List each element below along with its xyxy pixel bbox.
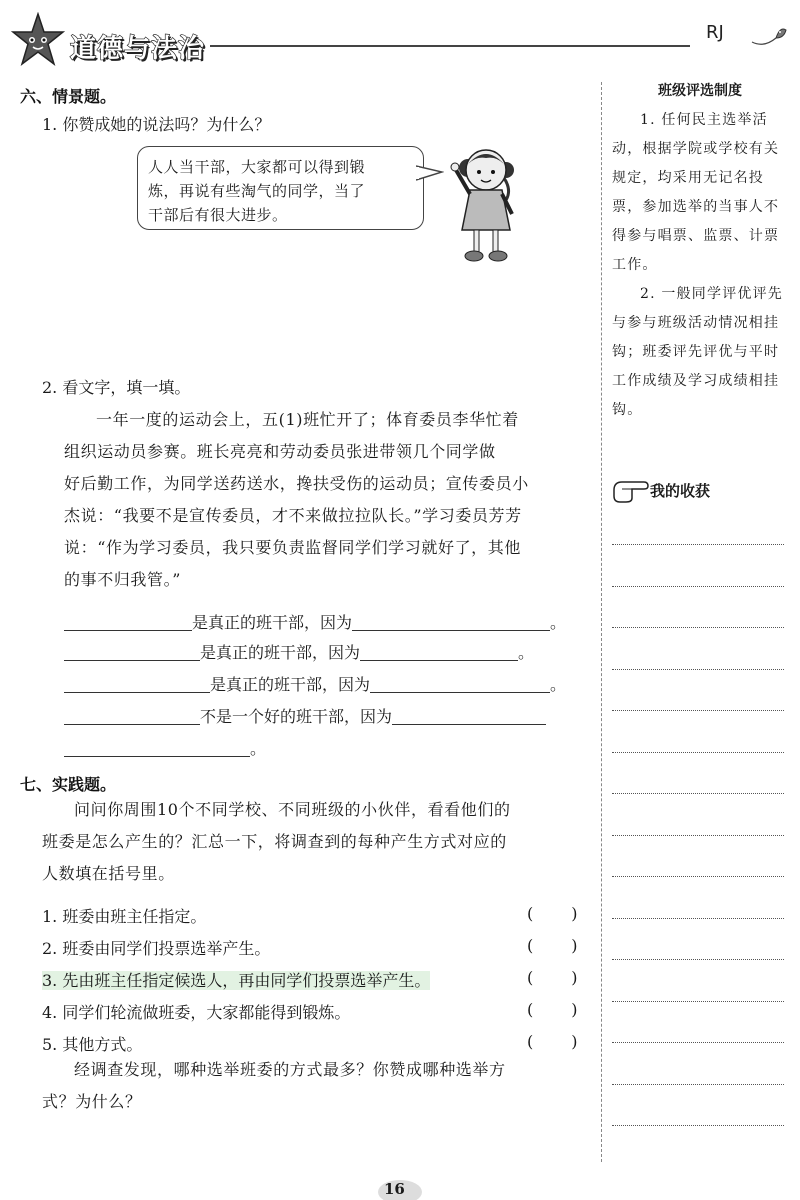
count-parentheses[interactable]: () bbox=[527, 968, 616, 987]
count-parentheses[interactable]: () bbox=[527, 1000, 616, 1019]
page-number: 16 bbox=[384, 1180, 405, 1198]
note-line[interactable] bbox=[612, 959, 784, 960]
passage-line: 好后勤工作，为同学送药送水，搀扶受伤的运动员；宣传委员小 bbox=[64, 474, 529, 493]
question-line: 经调查发现，哪种选举班委的方式最多？你赞成哪种选举方 bbox=[74, 1060, 506, 1079]
fill-in-row: 是真正的班干部，因为 。 bbox=[64, 674, 566, 693]
gains-title: 我的收获 bbox=[650, 482, 711, 500]
sidebar-paragraph: 1. 任何民主选举活动，根据学院或学校有关规定，均采用无记名投票，参加选举的当事人不得参与唱票、监票、计票工作。 bbox=[612, 112, 780, 273]
question-2-prompt: 2. 看文字，填一填。 bbox=[42, 378, 191, 397]
note-line[interactable] bbox=[612, 1125, 784, 1126]
sidebar-paragraph: 2. 一般同学评优评先与参与班级活动情况相挂钩；班委评先评优与平时工作成绩及学习成绩相挂钩。 bbox=[612, 286, 784, 418]
note-line[interactable] bbox=[612, 627, 784, 628]
count-parentheses[interactable]: () bbox=[527, 1032, 616, 1051]
question-1-prompt: 1. 你赞成她的说法吗？为什么？ bbox=[42, 115, 271, 134]
note-line[interactable] bbox=[612, 586, 784, 587]
speech-bubble bbox=[137, 146, 424, 230]
bubble-line: 人人当干部，大家都可以得到锻 bbox=[148, 158, 366, 176]
survey-option: 4. 同学们轮流做班委，大家都能得到锻炼。 () bbox=[42, 1000, 616, 1022]
edition-label: RJ bbox=[706, 22, 724, 43]
bubble-line: 干部后有很大进步。 bbox=[148, 206, 288, 224]
fill-in-row: 是真正的班干部，因为 。 bbox=[64, 642, 534, 661]
passage-line: 杰说：“我要不是宣传委员，才不来做拉拉队长。”学习委员芳芳 bbox=[64, 506, 522, 525]
answer-blank[interactable] bbox=[64, 612, 192, 631]
count-parentheses[interactable]: () bbox=[527, 904, 616, 923]
passage-line: 一年一度的运动会上，五(1)班忙开了；体育委员李华忙着 bbox=[96, 410, 519, 429]
fill-in-row: 不是一个好的班干部，因为 bbox=[64, 706, 546, 725]
survey-option: 2. 班委由同学们投票选举产生。 () bbox=[42, 936, 616, 958]
section-7-question bbox=[42, 1054, 592, 1118]
answer-blank[interactable] bbox=[64, 642, 200, 661]
header-rule bbox=[210, 45, 690, 47]
note-line[interactable] bbox=[612, 710, 784, 711]
answer-blank[interactable] bbox=[64, 674, 210, 693]
sidebar-title: 班级评选制度 bbox=[658, 83, 742, 99]
survey-option: 3. 先由班主任指定候选人，再由同学们投票选举产生。 () bbox=[42, 968, 616, 990]
intro-line: 班委是怎么产生的？汇总一下，将调查到的每种产生方式对应的 bbox=[42, 832, 507, 851]
bubble-line: 炼，再说有些淘气的同学，当了 bbox=[148, 182, 366, 200]
section-6-title: 六、情景题。 bbox=[20, 87, 117, 106]
note-line[interactable] bbox=[612, 544, 784, 545]
note-line[interactable] bbox=[612, 918, 784, 919]
count-parentheses[interactable]: () bbox=[527, 936, 616, 955]
note-line[interactable] bbox=[612, 669, 784, 670]
passage-line: 说：“作为学习委员，我只要负责监督同学们学习就好了，其他 bbox=[64, 538, 521, 557]
note-line[interactable] bbox=[612, 1042, 784, 1043]
star-mascot-icon bbox=[10, 12, 66, 68]
survey-option: 5. 其他方式。 () bbox=[42, 1032, 616, 1054]
intro-line: 人数填在括号里。 bbox=[42, 864, 175, 883]
passage-line: 组织运动员参赛。班长亮亮和劳动委员张进带领几个同学做 bbox=[64, 442, 496, 461]
note-line[interactable] bbox=[612, 876, 784, 877]
page-header bbox=[0, 0, 800, 70]
passage bbox=[64, 404, 594, 596]
survey-option: 1. 班委由班主任指定。 () bbox=[42, 904, 616, 926]
leaf-ornament-icon bbox=[750, 22, 790, 52]
answer-blank[interactable] bbox=[352, 612, 550, 631]
answer-blank[interactable] bbox=[370, 674, 550, 693]
pointing-hand-icon bbox=[610, 476, 650, 504]
answer-blank[interactable] bbox=[64, 738, 250, 757]
note-line[interactable] bbox=[612, 1001, 784, 1002]
sidebar-body bbox=[612, 106, 792, 425]
fill-in-row: 是真正的班干部，因为 。 bbox=[64, 612, 566, 631]
note-line[interactable] bbox=[612, 1084, 784, 1085]
question-line: 式？为什么？ bbox=[42, 1092, 142, 1111]
note-line[interactable] bbox=[612, 793, 784, 794]
note-line[interactable] bbox=[612, 752, 784, 753]
section-7-title: 七、实践题。 bbox=[20, 775, 117, 794]
note-line[interactable] bbox=[612, 835, 784, 836]
girl-illustration-icon bbox=[438, 130, 528, 270]
fill-in-row: 。 bbox=[64, 738, 266, 757]
book-title: 道德与法治 bbox=[70, 34, 206, 64]
answer-blank[interactable] bbox=[360, 642, 518, 661]
section-7-intro bbox=[42, 794, 592, 890]
answer-blank[interactable] bbox=[64, 706, 200, 725]
column-divider bbox=[601, 82, 602, 1162]
passage-line: 的事不归我管。” bbox=[64, 570, 181, 589]
answer-blank[interactable] bbox=[392, 706, 546, 725]
intro-line: 问问你周围10个不同学校、不同班级的小伙伴，看看他们的 bbox=[74, 800, 511, 819]
